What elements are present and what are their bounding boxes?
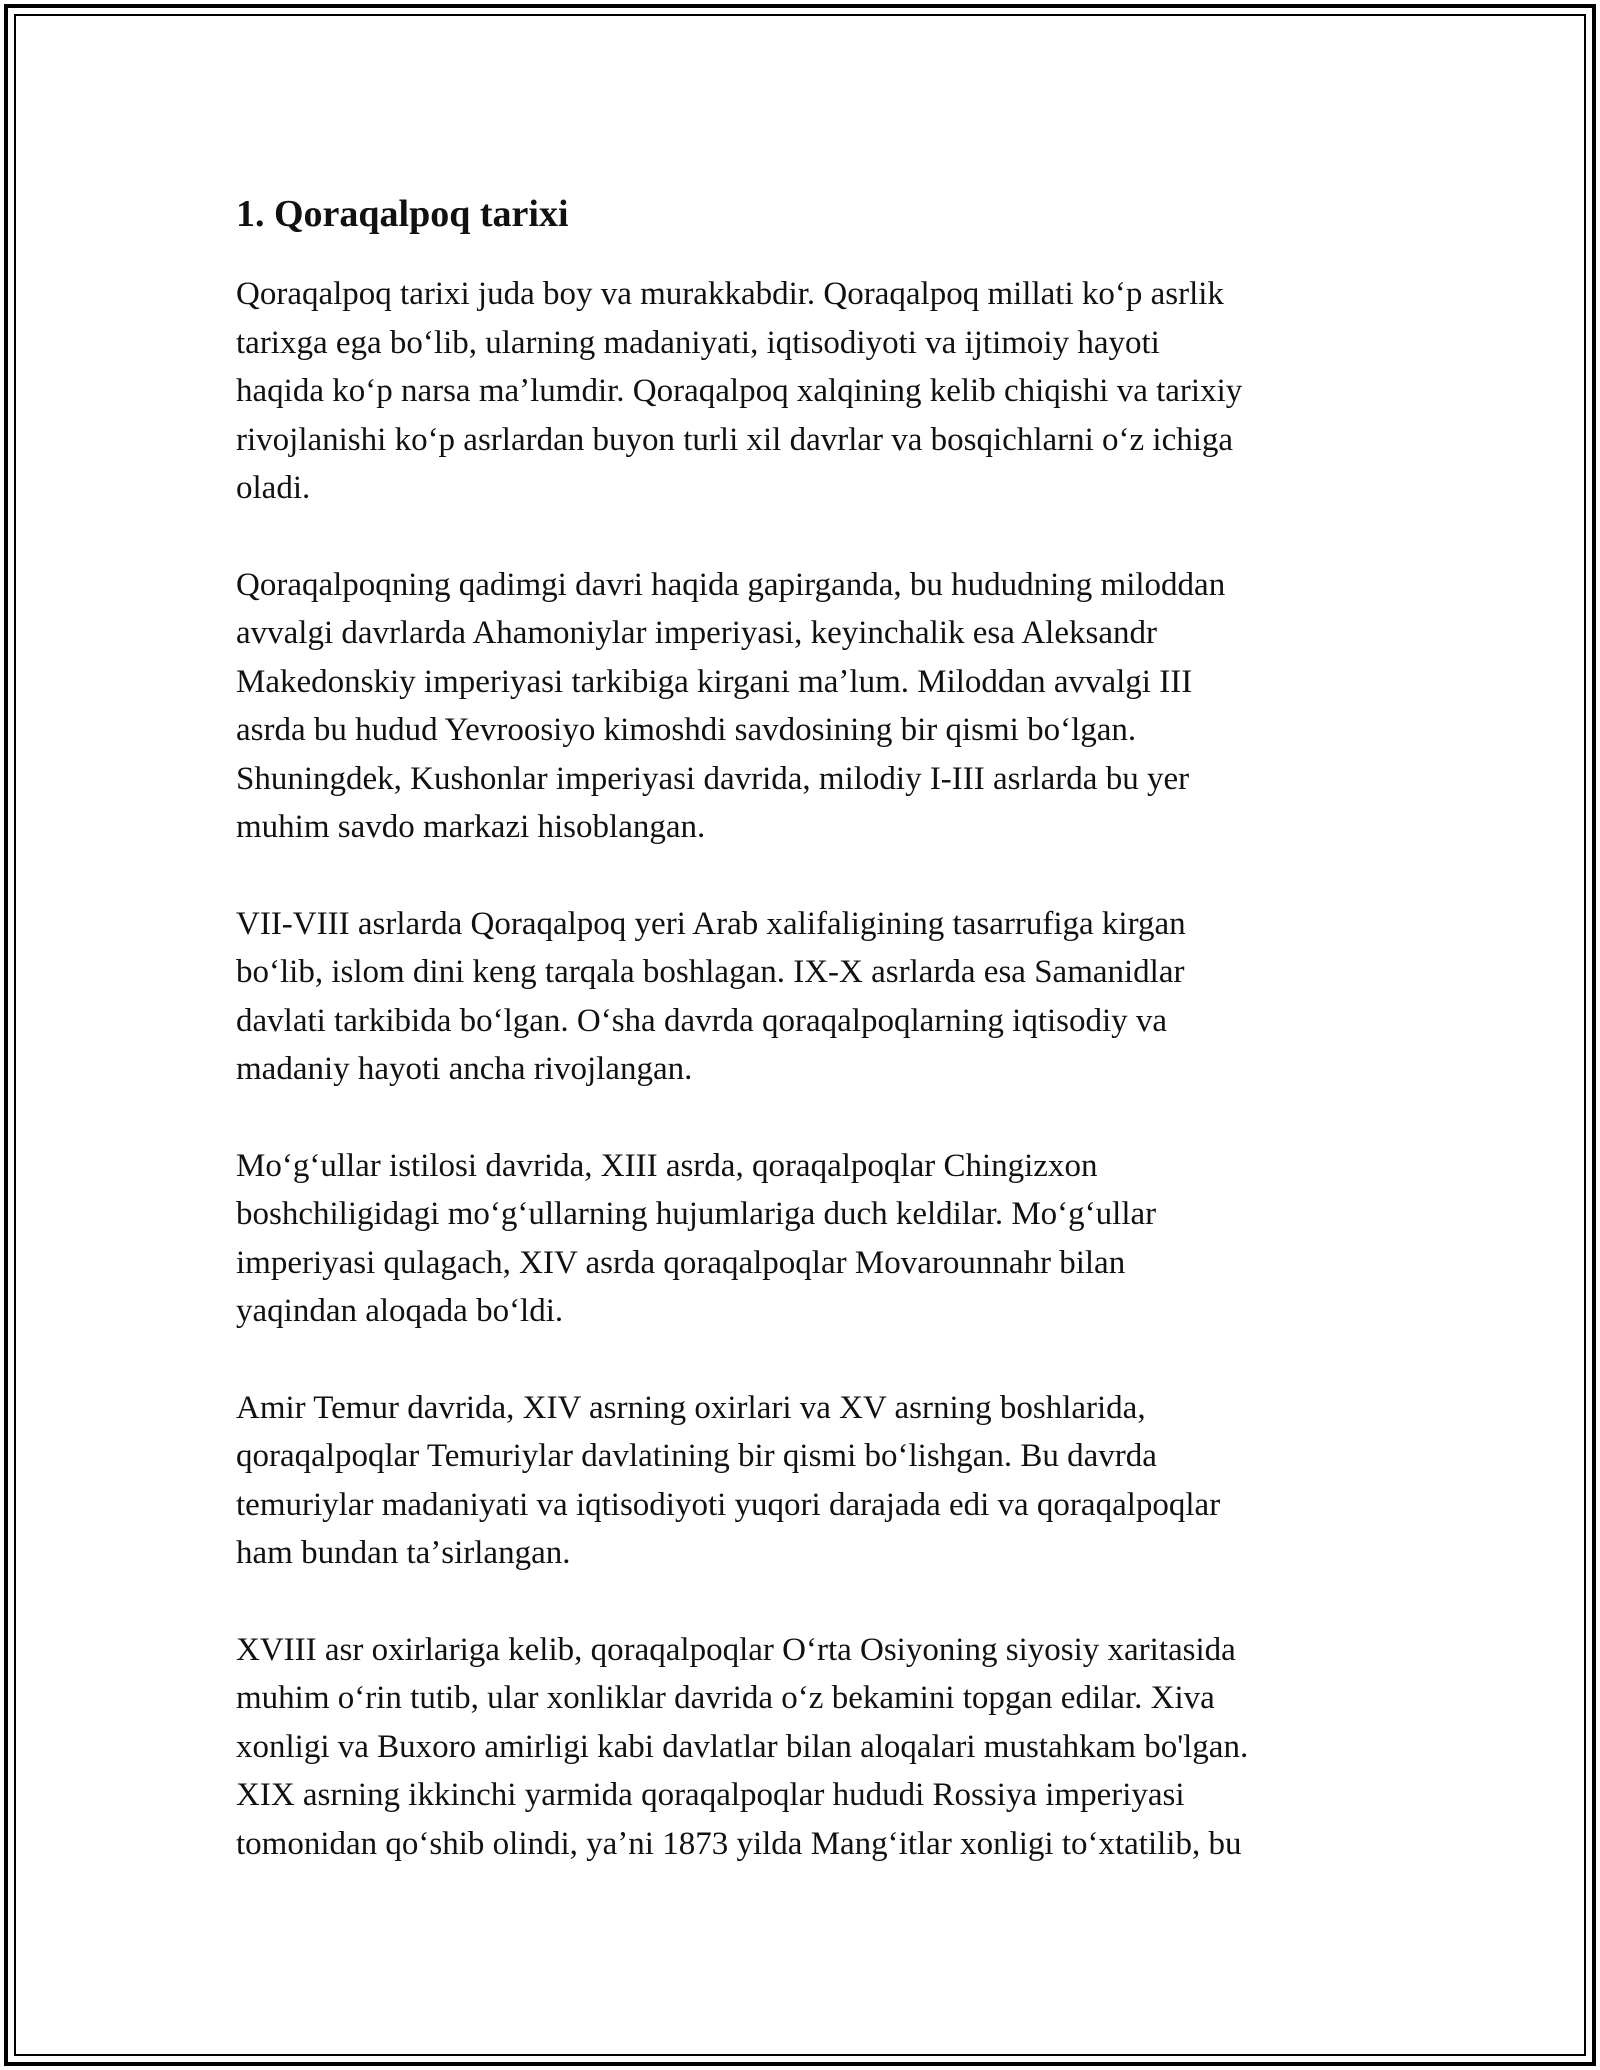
text-line: imperiyasi qulagach, XIV asrda qoraqalpoqlar Movarounnahr bilan	[236, 1244, 1126, 1281]
text-line: XVIII asr oxirlariga kelib, qoraqalpoqlar Oʻrta Osiyoning siyosiy xaritasida	[236, 1631, 1236, 1668]
text-line: Moʻgʻullar istilosi davrida, XIII asrda, qoraqalpoqlar Chingizxon	[236, 1147, 1098, 1184]
section-heading: 1. Qoraqalpoq tarixi	[236, 193, 569, 235]
text-line: oladi.	[236, 470, 311, 506]
paragraph-4	[236, 1142, 1376, 1336]
text-line: boʻlib, islom dini keng tarqala boshlagan. IX-X asrlarda esa Samanidlar	[236, 954, 1185, 990]
text-line: VII-VIII asrlarda Qoraqalpoq yeri Arab xalifaligining tasarrufiga kirgan	[236, 905, 1186, 942]
text-line: rivojlanishi koʻp asrlardan buyon turli xil davrlar va bosqichlarni oʻz ichiga	[236, 421, 1234, 458]
text-line: tarixga ega boʻlib, ularning madaniyati, iqtisodiyoti va ijtimoiy hayoti	[236, 324, 1160, 361]
paragraph-3	[236, 900, 1376, 1094]
text-line: Qoraqalpoqning qadimgi davri haqida gapirganda, bu hududning miloddan	[236, 566, 1226, 603]
text-line: asrda bu hudud Yevroosiyo kimoshdi savdosining bir qismi boʻlgan.	[236, 712, 1137, 748]
document-body	[236, 186, 1376, 1916]
text-line: haqida koʻp narsa maʼlumdir. Qoraqalpoq xalqining kelib chiqishi va tarixiy	[236, 373, 1243, 409]
text-line: Shuningdek, Kushonlar imperiyasi davrida, milodiy I-III asrlarda bu yer	[236, 760, 1190, 797]
text-line: Amir Temur davrida, XIV asrning oxirlari va XV asrning boshlarida,	[236, 1389, 1146, 1426]
text-line: avvalgi davrlarda Ahamoniylar imperiyasi, keyinchalik esa Aleksandr	[236, 615, 1157, 651]
paragraph-1	[236, 270, 1376, 513]
text-line: yaqindan aloqada boʻldi.	[236, 1293, 564, 1329]
text-line: tomonidan qoʻshib olindi, yaʼni 1873 yilda Mangʻitlar xonligi toʻxtatilib, bu	[236, 1825, 1242, 1862]
text-line: ham bundan taʼsirlangan.	[236, 1535, 571, 1571]
paragraph-6	[236, 1626, 1376, 1869]
text-line: XIX asrning ikkinchi yarmida qoraqalpoqlar hududi Rossiya imperiyasi	[236, 1777, 1185, 1813]
text-line: Qoraqalpoq tarixi juda boy va murakkabdir. Qoraqalpoq millati koʻp asrlik	[236, 276, 1224, 312]
paragraph-2	[236, 561, 1376, 852]
text-line: muhim savdo markazi hisoblangan.	[236, 809, 706, 845]
text-line: xonligi va Buxoro amirligi kabi davlatlar bilan aloqalari mustahkam bo'lgan.	[236, 1728, 1249, 1765]
paragraph-5	[236, 1384, 1376, 1578]
text-line: muhim oʻrin tutib, ular xonliklar davrida oʻz bekamini topgan edilar. Xiva	[236, 1680, 1215, 1716]
text-line: madaniy hayoti ancha rivojlangan.	[236, 1051, 693, 1087]
text-line: boshchiligidagi moʻgʻullarning hujumlariga duch keldilar. Moʻgʻullar	[236, 1196, 1157, 1232]
text-line: temuriylar madaniyati va iqtisodiyoti yuqori darajada edi va qoraqalpoqlar	[236, 1486, 1221, 1523]
text-line: Makedonskiy imperiyasi tarkibiga kirgani maʼlum. Miloddan avvalgi III	[236, 663, 1193, 700]
text-line: davlati tarkibida boʻlgan. Oʻsha davrda qoraqalpoqlarning iqtisodiy va	[236, 1002, 1168, 1039]
text-line: qoraqalpoqlar Temuriylar davlatining bir qismi boʻlishgan. Bu davrda	[236, 1438, 1157, 1474]
